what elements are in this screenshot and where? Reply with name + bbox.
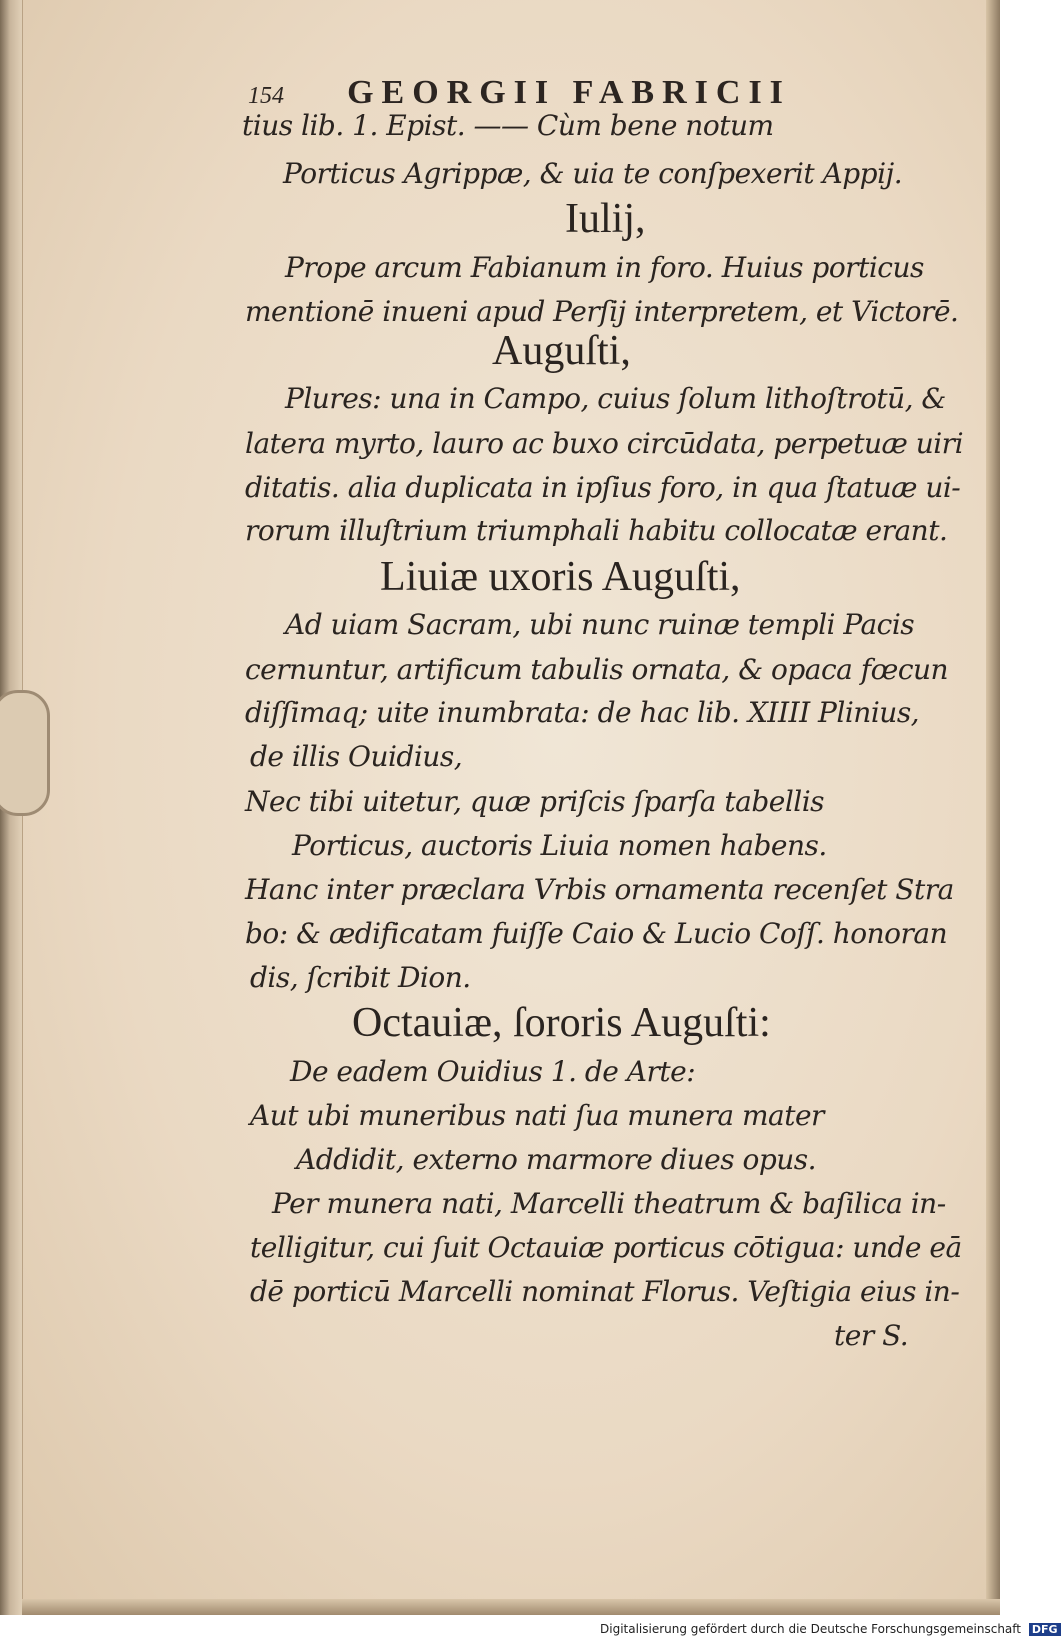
page-right-edge (986, 0, 1000, 1615)
footer-text: Digitalisierung gefördert durch die Deutsche Forschungsgemeinschaft (600, 1622, 1022, 1636)
text-line: dis, ſcribit Dion. (250, 961, 471, 994)
text-line: bo: & ædificatam fuiſſe Caio & Lucio Coſſ. honoran (245, 917, 948, 950)
text-line: ditatis. alia duplicata in ipſius foro, in qua ſtatuæ ui- (245, 471, 961, 504)
page-number: 154 (248, 83, 284, 109)
text-line: Porticus Agrippæ, & uia te conſpexerit Appij. (283, 157, 903, 190)
running-head (248, 74, 791, 112)
text-line: diſſimaq; uite inumbrata: de hac lib. XIIII Plinius, (245, 696, 920, 729)
verse-line: Nec tibi uitetur, quæ priſcis ſparſa tabellis (245, 785, 825, 818)
text-line: mentionē inueni apud Perſij interpretem, et Victorē. (245, 295, 959, 328)
text-line: dē porticū Marcelli nominat Florus. Veſtigia eius in- (250, 1275, 960, 1308)
digitization-footer (600, 1622, 1058, 1640)
text-line: telligitur, cui ſuit Octauiæ porticus cōtigua: unde eā (250, 1231, 962, 1264)
text-line: Per munera nati, Marcelli theatrum & baſilica in- (272, 1187, 946, 1220)
text-line: tius lib. 1. Epist. —— Cùm bene notum (242, 109, 774, 142)
text-line: rorum illuſtrium triumphali habitu collocatæ erant. (245, 514, 948, 547)
text-line: Prope arcum Fabianum in foro. Huius porticus (285, 251, 924, 284)
dfg-logo: DFG (1029, 1623, 1061, 1636)
page-bottom-edge (22, 1599, 1000, 1615)
verse-line: Addidit, externo marmore diues opus. (296, 1143, 817, 1176)
verse-line: Aut ubi muneribus nati ſua munera mater (250, 1099, 824, 1132)
section-heading: Liuiæ uxoris Auguſti, (380, 554, 741, 600)
section-heading: Iulij, (565, 196, 646, 242)
section-heading: Auguſti, (492, 328, 631, 374)
book-clasp (0, 690, 50, 816)
text-line: latera myrto, lauro ac buxo circūdata, perpetuæ uiri (245, 427, 964, 460)
text-line: Hanc inter præclara Vrbis ornamenta recenſet Stra (245, 873, 954, 906)
text-line: De eadem Ouidius 1. de Arte: (290, 1055, 696, 1088)
running-title: GEORGII FABRICII (347, 74, 791, 111)
section-heading: Octauiæ, ſororis Auguſti: (352, 1000, 771, 1046)
text-line: de illis Ouidius, (250, 740, 463, 773)
text-line: Ad uiam Sacram, ubi nunc ruinæ templi Pacis (285, 608, 915, 641)
verse-line: Porticus, auctoris Liuia nomen habens. (292, 829, 827, 862)
text-line: Plures: una in Campo, cuius ſolum lithoſtrotū, & (285, 382, 946, 415)
catchword: ter S. (834, 1319, 909, 1352)
text-line: cernuntur, artificum tabulis ornata, & opaca fœcun (245, 653, 949, 686)
